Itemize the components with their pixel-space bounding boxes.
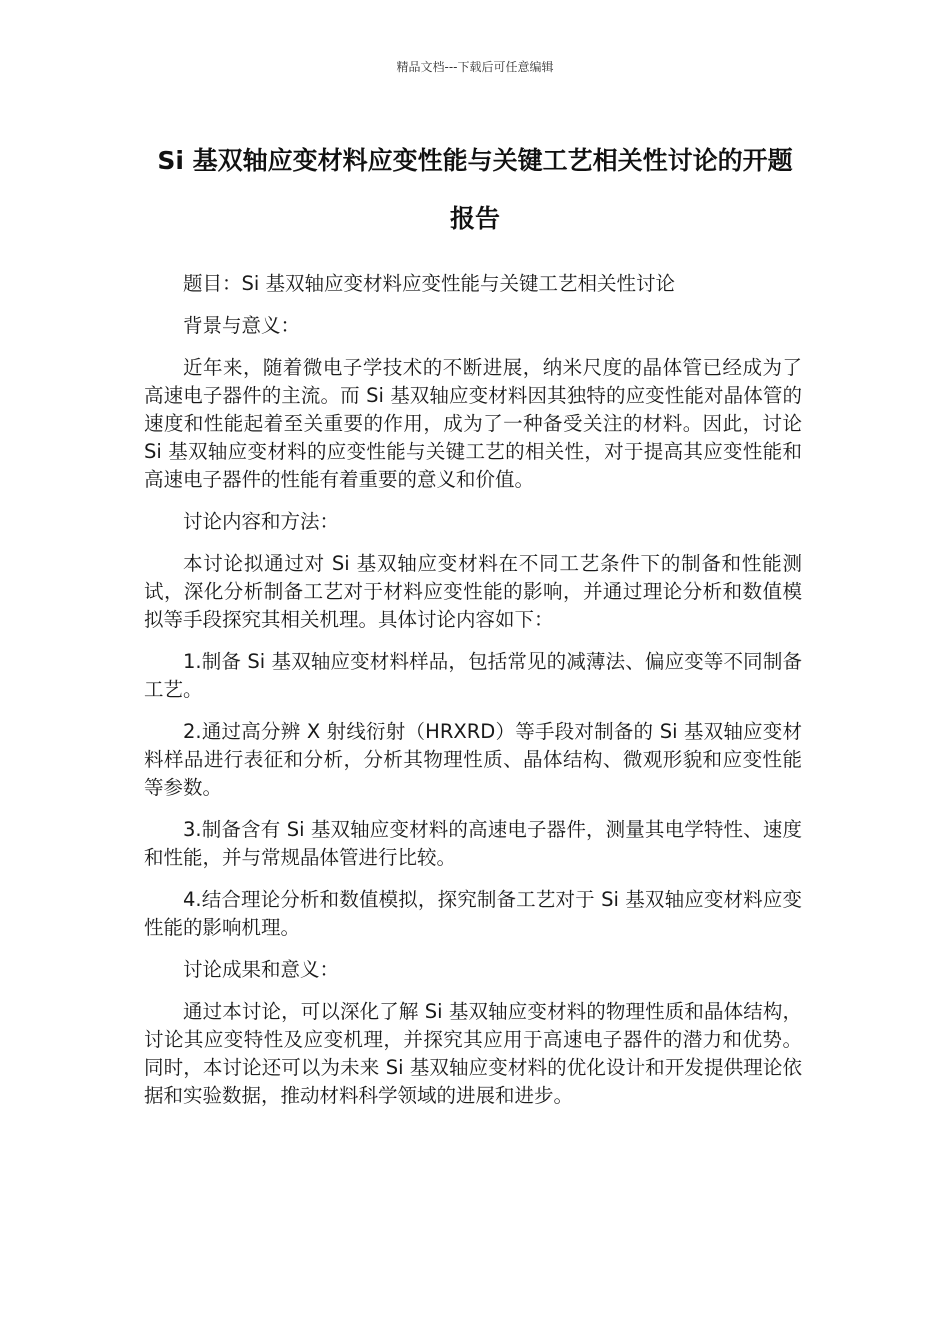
methods-intro-paragraph: 本讨论拟通过对 Si 基双轴应变材料在不同工艺条件下的制备和性能测试，深化分析制备工艺对于材料应变性能的影响，并通过理论分析和数值模拟等手段探究其相关机理。具体讨论内容如下： [144,552,802,631]
methods-item: 2.通过高分辨 X 射线衍射（HRXRD）等手段对制备的 Si 基双轴应变材料样品进行表征和分析，分析其物理性质、晶体结构、微观形貌和应变性能等参数。 [144,720,802,799]
methods-label: 讨论内容和方法： [183,510,340,533]
methods-item: 3.制备含有 Si 基双轴应变材料的高速电子器件，测量其电学特性、速度和性能，并与常规晶体管进行比较。 [144,818,802,869]
document-title: Si 基双轴应变材料应变性能与关键工艺相关性讨论的开题报告 [157,146,793,233]
header-note: 精品文档---下载后可任意编辑 [396,60,554,74]
background-label: 背景与意义： [183,314,301,337]
document-body [144,270,802,1124]
topic-line: 题目：Si 基双轴应变材料应变性能与关键工艺相关性讨论 [183,272,675,295]
background-paragraph: 近年来，随着微电子学技术的不断进展，纳米尺度的晶体管已经成为了高速电子器件的主流。而 Si 基双轴应变材料因其独特的应变性能对晶体管的速度和性能起着至关重要的作用，成为了一种备受关注的材料。因此，讨论 Si 基双轴应变材料的应变性能与关键工艺的相关性，对于提高其应变性能和高速电子器件的性能有着重要的意义和价值。 [144,356,802,491]
results-paragraph: 通过本讨论，可以深化了解 Si 基双轴应变材料的物理性质和晶体结构，讨论其应变特性及应变机理，并探究其应用于高速电子器件的潜力和优势。同时，本讨论还可以为未来 Si 基双轴应变材料的优化设计和开发提供理论依据和实验数据，推动材料科学领域的进展和进步。 [144,1000,802,1107]
results-label: 讨论成果和意义： [183,958,340,981]
methods-item: 4.结合理论分析和数值模拟，探究制备工艺对于 Si 基双轴应变材料应变性能的影响机理。 [144,888,802,939]
methods-item: 1.制备 Si 基双轴应变材料样品，包括常见的减薄法、偏应变等不同制备工艺。 [144,650,802,701]
